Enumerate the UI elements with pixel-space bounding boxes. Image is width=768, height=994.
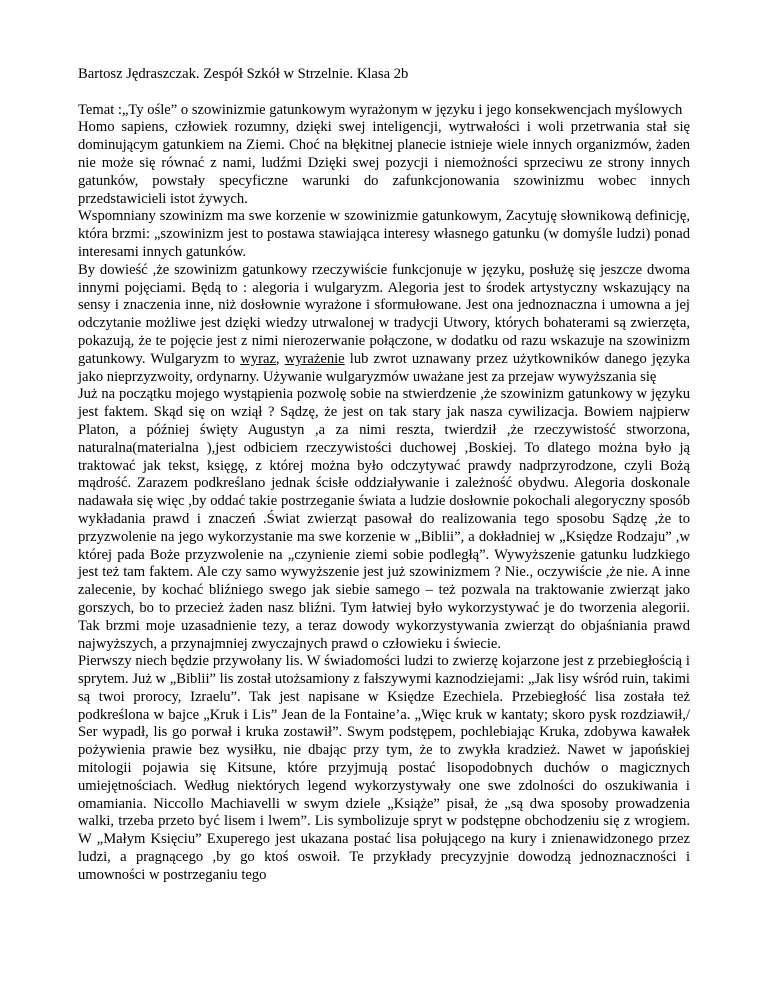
allegory-text: By dowieść ,że szowinizm gatunkowy rzeczywiście funkcjonuje w języku, posłużę się jeszcze dwoma innymi pojęciami. Będą to : alegoria i wulgaryzm. Alegoria jest to środek artystyczny wskazujący na sensy i znaczenia inne, niż dosłownie wyrażone i sformułowane. Jest ona jednoznaczna i umowna a jej odczytanie możliwe jest dzięki wiedzy utrwalonej w tradycji Utwory, których bohaterami są zwierzęta, pokazują, że te pojęcie jest z nimi nierozerwanie połączone, w dodatku od razu wskazuje na szowinizm gatunkowy. Wulgaryzm to <box>78 261 690 367</box>
link-wyrazenie[interactable]: wyrażenie <box>284 350 345 367</box>
vulgarism-text: lub zwrot uznawany przez użytkowników danego języka jako nieprzyzwoity, ordynarny. Używanie wulgaryzmów uważane jest za przejaw wywyższania się <box>78 350 690 385</box>
allegory-paragraph <box>78 262 690 387</box>
thesis-paragraph: Już na początku mojego wystąpienia pozwolę sobie na stwierdzenie ,że szowinizm gatunkowy w języku jest faktem. Skąd się on wziął ? Sądzę, że jest on tak stary jak nasza cywilizacja. Bowiem najpierw Platon, a później święty Augustyn ,a za nimi reszta, twierdził ,że rzeczywistość stworzona, naturalna(materialna ),jest odbiciem rzeczywistości duchowej ,Boskiej. To dlatego można było ją traktować jak tekst, księgę, z której można było odczytywać prawdy nadprzyrodzone, czyli Bożą mądrość. Zarazem podkreślano jednak ścisłe oddziaływanie i zależność obydwu. Alegoria doskonale nadawała się więc ,by oddać takie postrzeganie świata a ludzie dosłownie pokochali alegoryczny sposób wykładania prawd i znaczeń .Świat zwierząt pasował do realizowania tego sposobu Sądzę ,że to przyzwolenie na jego wykorzystanie ma swe korzenie w „Biblii”, a dokładniej w „Księdze Rodzaju” ,w której pada Boże przyzwolenie na „czynienie ziemi sobie podległą”. Wywyższenie gatunku ludzkiego jest też tam faktem. Ale czy samo wywyższenie jest już szowinizmem ? Nie., oczywiście ,że nie. A inne zalecenie, by kochać bliźniego swego jak siebie samego – też pozwala na traktowanie zwierząt jako gorszych, bo to przecież żaden nasz bliźni. Tym łatwiej było wykorzystywać je do tworzenia alegorii. Tak brzmi moje uzasadnienie tezy, a teraz dowody wykorzystywania zwierząt do objaśniania prawd najwyższych, a przynajmniej zwyczajnych prawd o człowieku i świecie. <box>78 386 690 652</box>
separator-text: , <box>275 350 285 367</box>
topic-paragraph: Temat :„Ty ośle” o szowinizmie gatunkowym wyrażonym w języku i jego konsekwencjach myślowych <box>78 101 683 118</box>
intro-paragraph: Homo sapiens, człowiek rozumny, dzięki swej inteligencji, wytrwałości i woli przetrwania stał się dominującym gatunkiem na Ziemi. Choć na błękitnej planecie istnieje wiele innych organizmów, żaden nie może się równać z nami, ludźmi Dzięki swej pozycji i niemożności sprzeciwu ze strony innych gatunków, powstały specyficzne warunki do zafunkcjonowania szowinizmu wobec innych przedstawicieli istot żywych. <box>78 119 690 207</box>
definition-paragraph: Wspomniany szowinizm ma swe korzenie w szowinizmie gatunkowym, Zacytuję słownikową definicję, która brzmi: „szowinizm jest to postawa stawiająca interesy własnego gatunku (w domyśle ludzi) ponad interesami innych gatunków. <box>78 208 690 260</box>
document-page <box>78 66 690 885</box>
link-wyraz[interactable]: wyraz <box>240 350 276 367</box>
author-header: Bartosz Jędraszczak. Zespół Szkół w Strzelnie. Klasa 2b <box>78 66 409 82</box>
fox-paragraph: Pierwszy niech będzie przywołany lis. W świadomości ludzi to zwierzę kojarzone jest z przebiegłością i sprytem. Już w „Biblii” lis został utożsamiony z fałszywymi kaznodziejami: „Jak lisy wśród ruin, takimi są twoi prorocy, Izraelu”. Tak jest napisane w Księdze Ezechiela. Przebiegłość lisa została też podkreślona w bajce „Kruk i Lis” Jean de la Fontaine’a. „Więc kruk w kantaty; skoro pysk rozdziawił,/ Ser wypadł, lis go porwał i kruka zostawił”. Swym podstępem, pochlebiając Kruka, zdobywa kawałek pożywienia prawie bez wysiłku, nie dbając przy tym, że to zwykła kradzież. Nawet w japońskiej mitologii pojawia się Kitsune, które przyjmują postać lisopodobnych duchów o magicznych umiejętnościach. Według niektórych legend wykorzystywały one swe zdolności do oszukiwania i omamiania. Niccollo Machiavelli w swym dziele „Książe” pisał, że „są dwa sposoby prowadzenia walki, trzeba przeto być lisem i lwem”. Lis symbolizuje spryt w podstępne obchodzeniu się z wrogiem. W „Małym Księciu” Exuperego jest ukazana postać lisa połującego na kury i znienawidzonego przez ludzi, a pragnącego ,by go ktoś oswoił. Te przykłady precyzyjnie dowodzą jednoznaczności i umowności w postrzeganiu tego <box>78 653 690 883</box>
